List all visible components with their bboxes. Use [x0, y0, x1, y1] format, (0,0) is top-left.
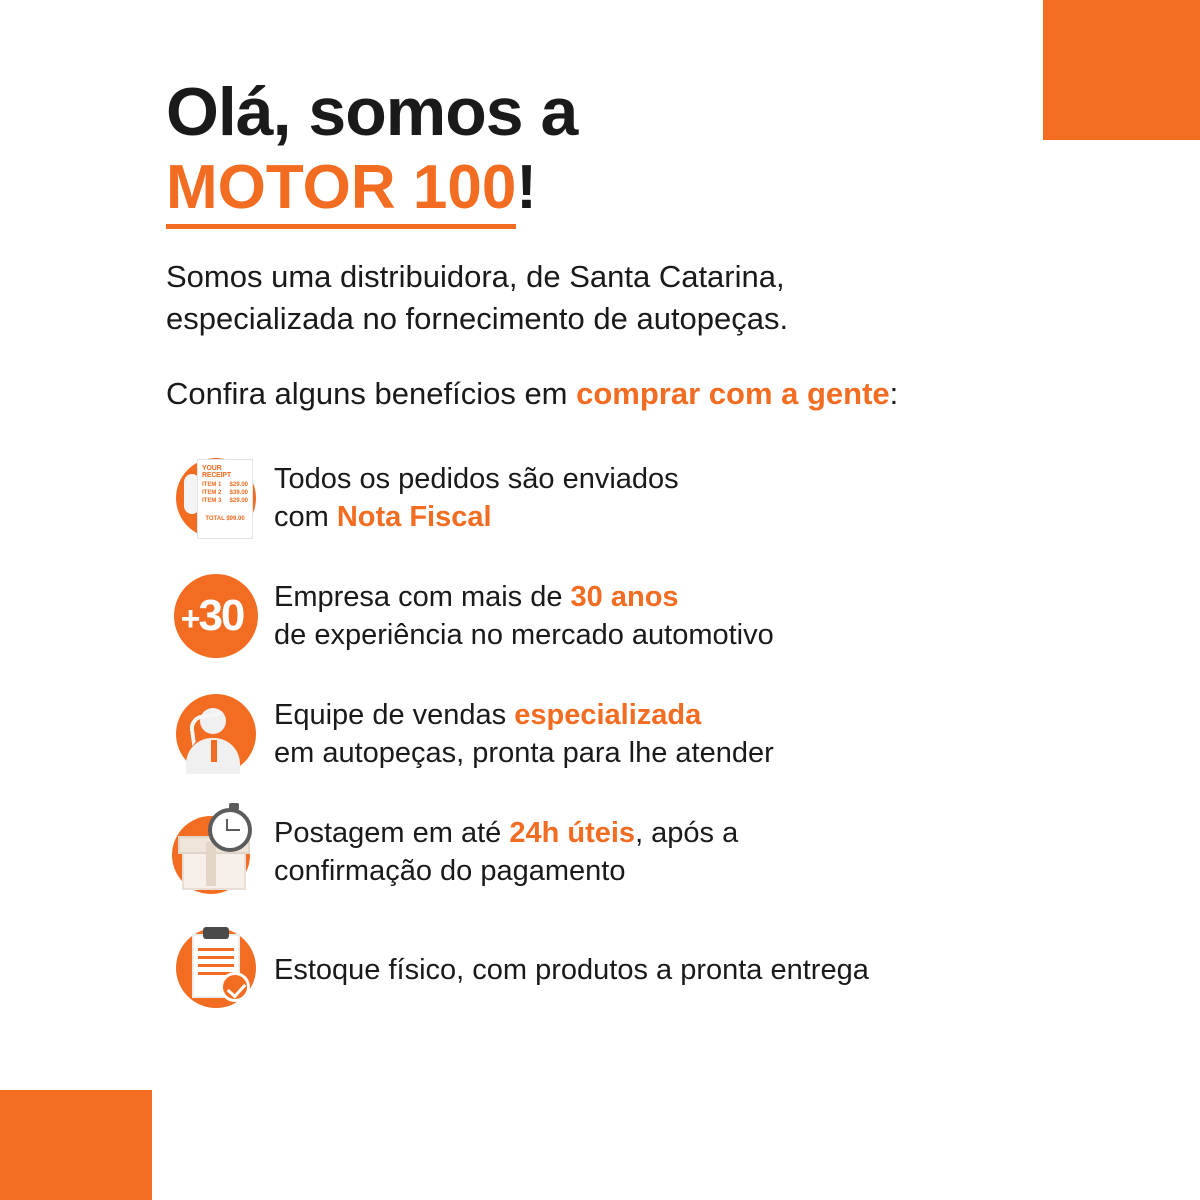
badge-plus: + — [180, 600, 199, 639]
benefit-text — [266, 951, 869, 989]
benefit-line-1 — [274, 696, 774, 734]
intro-line-2: especializada no fornecimento de autopeças. — [166, 301, 789, 337]
benefit-text — [266, 814, 738, 891]
benefit-line-2: em autopeças, pronta para lhe atender — [274, 737, 774, 770]
benefit-line2-prefix: com — [274, 501, 337, 534]
sales-headset-person-icon — [166, 686, 266, 782]
benefits-intro-prefix: Confira alguns benefícios em — [166, 375, 577, 411]
benefit-line-2 — [274, 498, 679, 536]
receipt-row-value: $29.00 — [229, 498, 248, 505]
list-item — [166, 568, 1116, 664]
benefit-line1-prefix: Equipe de vendas — [274, 698, 515, 731]
badge-number: 30 — [198, 591, 244, 641]
brand-name: MOTOR 100 — [166, 153, 516, 229]
benefits-intro-suffix: : — [889, 375, 899, 411]
benefit-line1-prefix: Postagem em até — [274, 816, 510, 849]
benefit-line-1: Estoque físico, com produtos a pronta entrega — [274, 954, 869, 987]
receipt-row-value: $29.00 — [229, 482, 248, 489]
list-item — [166, 804, 1116, 900]
benefit-line1-highlight: 30 anos — [570, 580, 679, 613]
list-item — [166, 686, 1116, 782]
page-title-line1: Olá, somos a — [166, 74, 578, 150]
benefits-intro — [166, 374, 1116, 414]
receipt-row-value: $39.00 — [229, 490, 248, 497]
intro-line-1: Somos uma distribuidora, de Santa Catarina, — [166, 259, 785, 295]
receipt-icon — [166, 450, 266, 546]
package-stopwatch-icon — [166, 804, 266, 900]
intro-paragraph — [166, 256, 1116, 340]
benefits-intro-highlight: comprar com a gente — [576, 375, 890, 411]
benefit-line-1: Todos os pedidos são enviados — [274, 462, 679, 495]
receipt-row-label: ITEM 3 — [202, 498, 222, 505]
receipt-row-label: ITEM 2 — [202, 490, 222, 497]
decorative-corner-bottom-left — [0, 1090, 152, 1200]
benefit-text — [266, 460, 679, 537]
benefit-line1-highlight: especializada — [514, 698, 702, 731]
benefit-line1-prefix: Empresa com mais de — [274, 580, 571, 613]
benefit-line2-highlight: Nota Fiscal — [336, 501, 492, 534]
benefit-line-2: de experiência no mercado automotivo — [274, 619, 774, 652]
benefit-line1-highlight: 24h úteis — [509, 816, 636, 849]
list-item — [166, 922, 1116, 1018]
page-title-line2 — [166, 154, 1116, 222]
receipt-total: TOTAL $99.00 — [205, 516, 245, 523]
benefit-line1-suffix: , após a — [635, 816, 739, 849]
benefit-line-1 — [274, 578, 774, 616]
badge-30-anos-icon — [166, 568, 266, 664]
brand-exclamation: ! — [516, 153, 537, 222]
benefits-list — [166, 450, 1116, 1018]
benefit-line-1 — [274, 814, 738, 852]
receipt-title: YOUR RECEIPT — [202, 465, 231, 480]
benefit-text — [266, 696, 774, 773]
list-item — [166, 450, 1116, 546]
clipboard-check-icon — [166, 922, 266, 1018]
receipt-row-label: ITEM 1 — [202, 482, 222, 489]
benefit-text — [266, 578, 774, 655]
content-area — [166, 74, 1116, 1040]
benefit-line-2: confirmação do pagamento — [274, 855, 626, 888]
